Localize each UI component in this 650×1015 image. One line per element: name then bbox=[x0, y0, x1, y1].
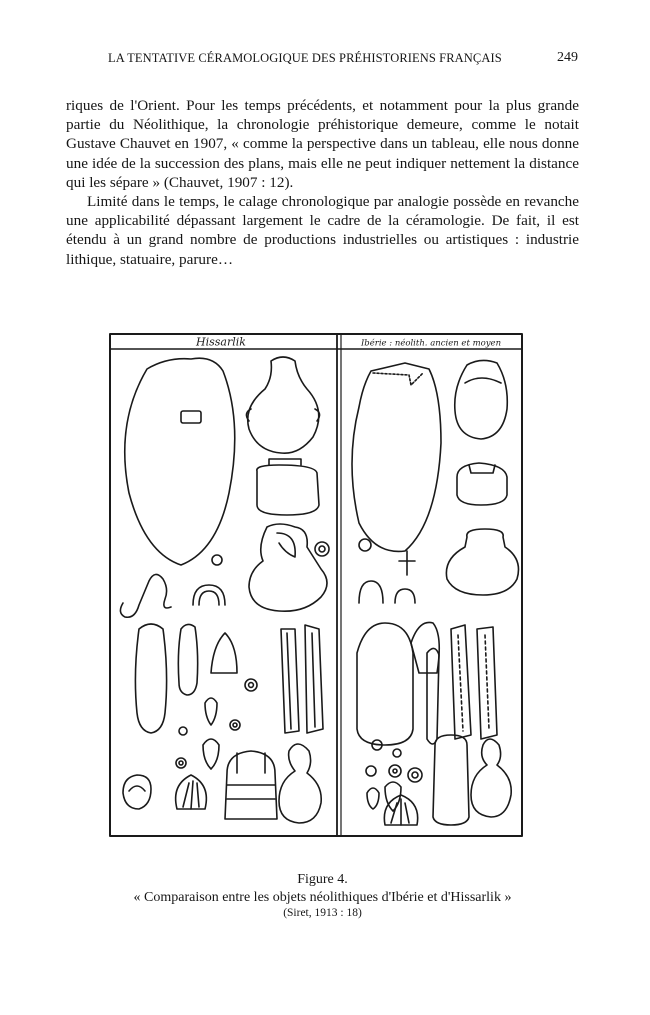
right-big-celt bbox=[357, 623, 413, 745]
right-plaque-idol bbox=[433, 735, 469, 825]
left-shell-1 bbox=[123, 775, 151, 809]
left-askos-jug bbox=[249, 524, 327, 611]
right-globular-jar bbox=[446, 529, 518, 595]
right-handled-jar bbox=[455, 360, 508, 439]
right-pyxis bbox=[457, 463, 507, 505]
right-cross-idol bbox=[399, 551, 415, 575]
left-violin-idol bbox=[279, 744, 321, 823]
right-bead-e bbox=[408, 768, 422, 782]
left-column-heading: Hissarlik bbox=[196, 335, 246, 349]
right-horseshoe-2 bbox=[395, 589, 415, 603]
right-blade-1 bbox=[451, 625, 471, 739]
right-bead-c bbox=[366, 766, 376, 776]
page-number: 249 bbox=[557, 50, 578, 65]
right-column-heading: Ibérie : néolith. ancien et moyen bbox=[360, 338, 502, 349]
paragraph-1: riques de l'Orient. Pour les temps précédents, et notamment pour la plus grande partie du Néolithique, la chronologie préhistorique demeure, comme le notait Gustave Chauvet en 1907, « comme la perspective dans un tableau, elle nous donne une idée de la succession des plans, mais elle ne peut indiquer nettement la distance qui les sépare » (Chauvet, 1907 : 12). bbox=[66, 97, 579, 191]
running-head bbox=[108, 51, 578, 71]
left-small-bead bbox=[315, 542, 329, 556]
body-text bbox=[66, 96, 579, 269]
artifact-plate-drawing bbox=[109, 333, 523, 837]
left-long-celt bbox=[135, 624, 166, 733]
left-spiral-ornament bbox=[120, 574, 171, 617]
left-pyxis-rim bbox=[269, 459, 301, 465]
left-pyxis bbox=[257, 465, 319, 515]
left-large-jar bbox=[125, 358, 235, 565]
right-violin-idol bbox=[471, 739, 511, 817]
right-bead-b bbox=[393, 749, 401, 757]
running-title: LA TENTATIVE CÉRAMOLOGIQUE DES PRÉHISTORIENS FRANÇAIS bbox=[108, 51, 502, 65]
right-large-jar bbox=[352, 363, 441, 551]
left-jar-lug bbox=[181, 411, 201, 423]
left-bead-c bbox=[179, 727, 187, 735]
hissarlik-artifacts bbox=[120, 357, 329, 823]
right-horseshoe-1 bbox=[359, 581, 383, 603]
caption-title: « Comparaison entre les objets néolithiques d'Ibérie et d'Hissarlik » bbox=[133, 890, 512, 905]
left-bead-a bbox=[245, 679, 257, 691]
figure-caption bbox=[66, 871, 579, 921]
left-ring-ornament bbox=[193, 585, 225, 605]
left-short-celt bbox=[211, 633, 237, 673]
right-narrow-blade bbox=[427, 648, 439, 744]
left-leaf-pendant-2 bbox=[203, 739, 219, 769]
figure-plate bbox=[109, 333, 523, 837]
left-bead-d bbox=[176, 758, 186, 768]
left-handled-jar bbox=[248, 357, 319, 453]
caption-label: Figure 4. bbox=[297, 872, 348, 887]
right-pendant-1 bbox=[367, 788, 379, 809]
right-bead-d bbox=[389, 765, 401, 777]
paragraph-2: Limité dans le temps, le calage chronologique par analogie possède en revanche une applicabilité dépassant largement le cadre de la céramologie. De fait, il est étendu à un grand nombre de productions industrielles ou artistiques : industrie lithique, statuaire, parure… bbox=[66, 193, 579, 268]
left-tiny-bead bbox=[212, 555, 222, 565]
left-jug-handle bbox=[277, 533, 295, 557]
caption-source: (Siret, 1913 : 18) bbox=[283, 907, 362, 919]
iberia-artifacts bbox=[352, 360, 519, 825]
left-narrow-celt bbox=[178, 624, 197, 695]
left-bead-b bbox=[230, 720, 240, 730]
left-leaf-pendant bbox=[205, 698, 217, 725]
right-bead bbox=[359, 539, 371, 551]
right-celt-2 bbox=[411, 622, 439, 673]
